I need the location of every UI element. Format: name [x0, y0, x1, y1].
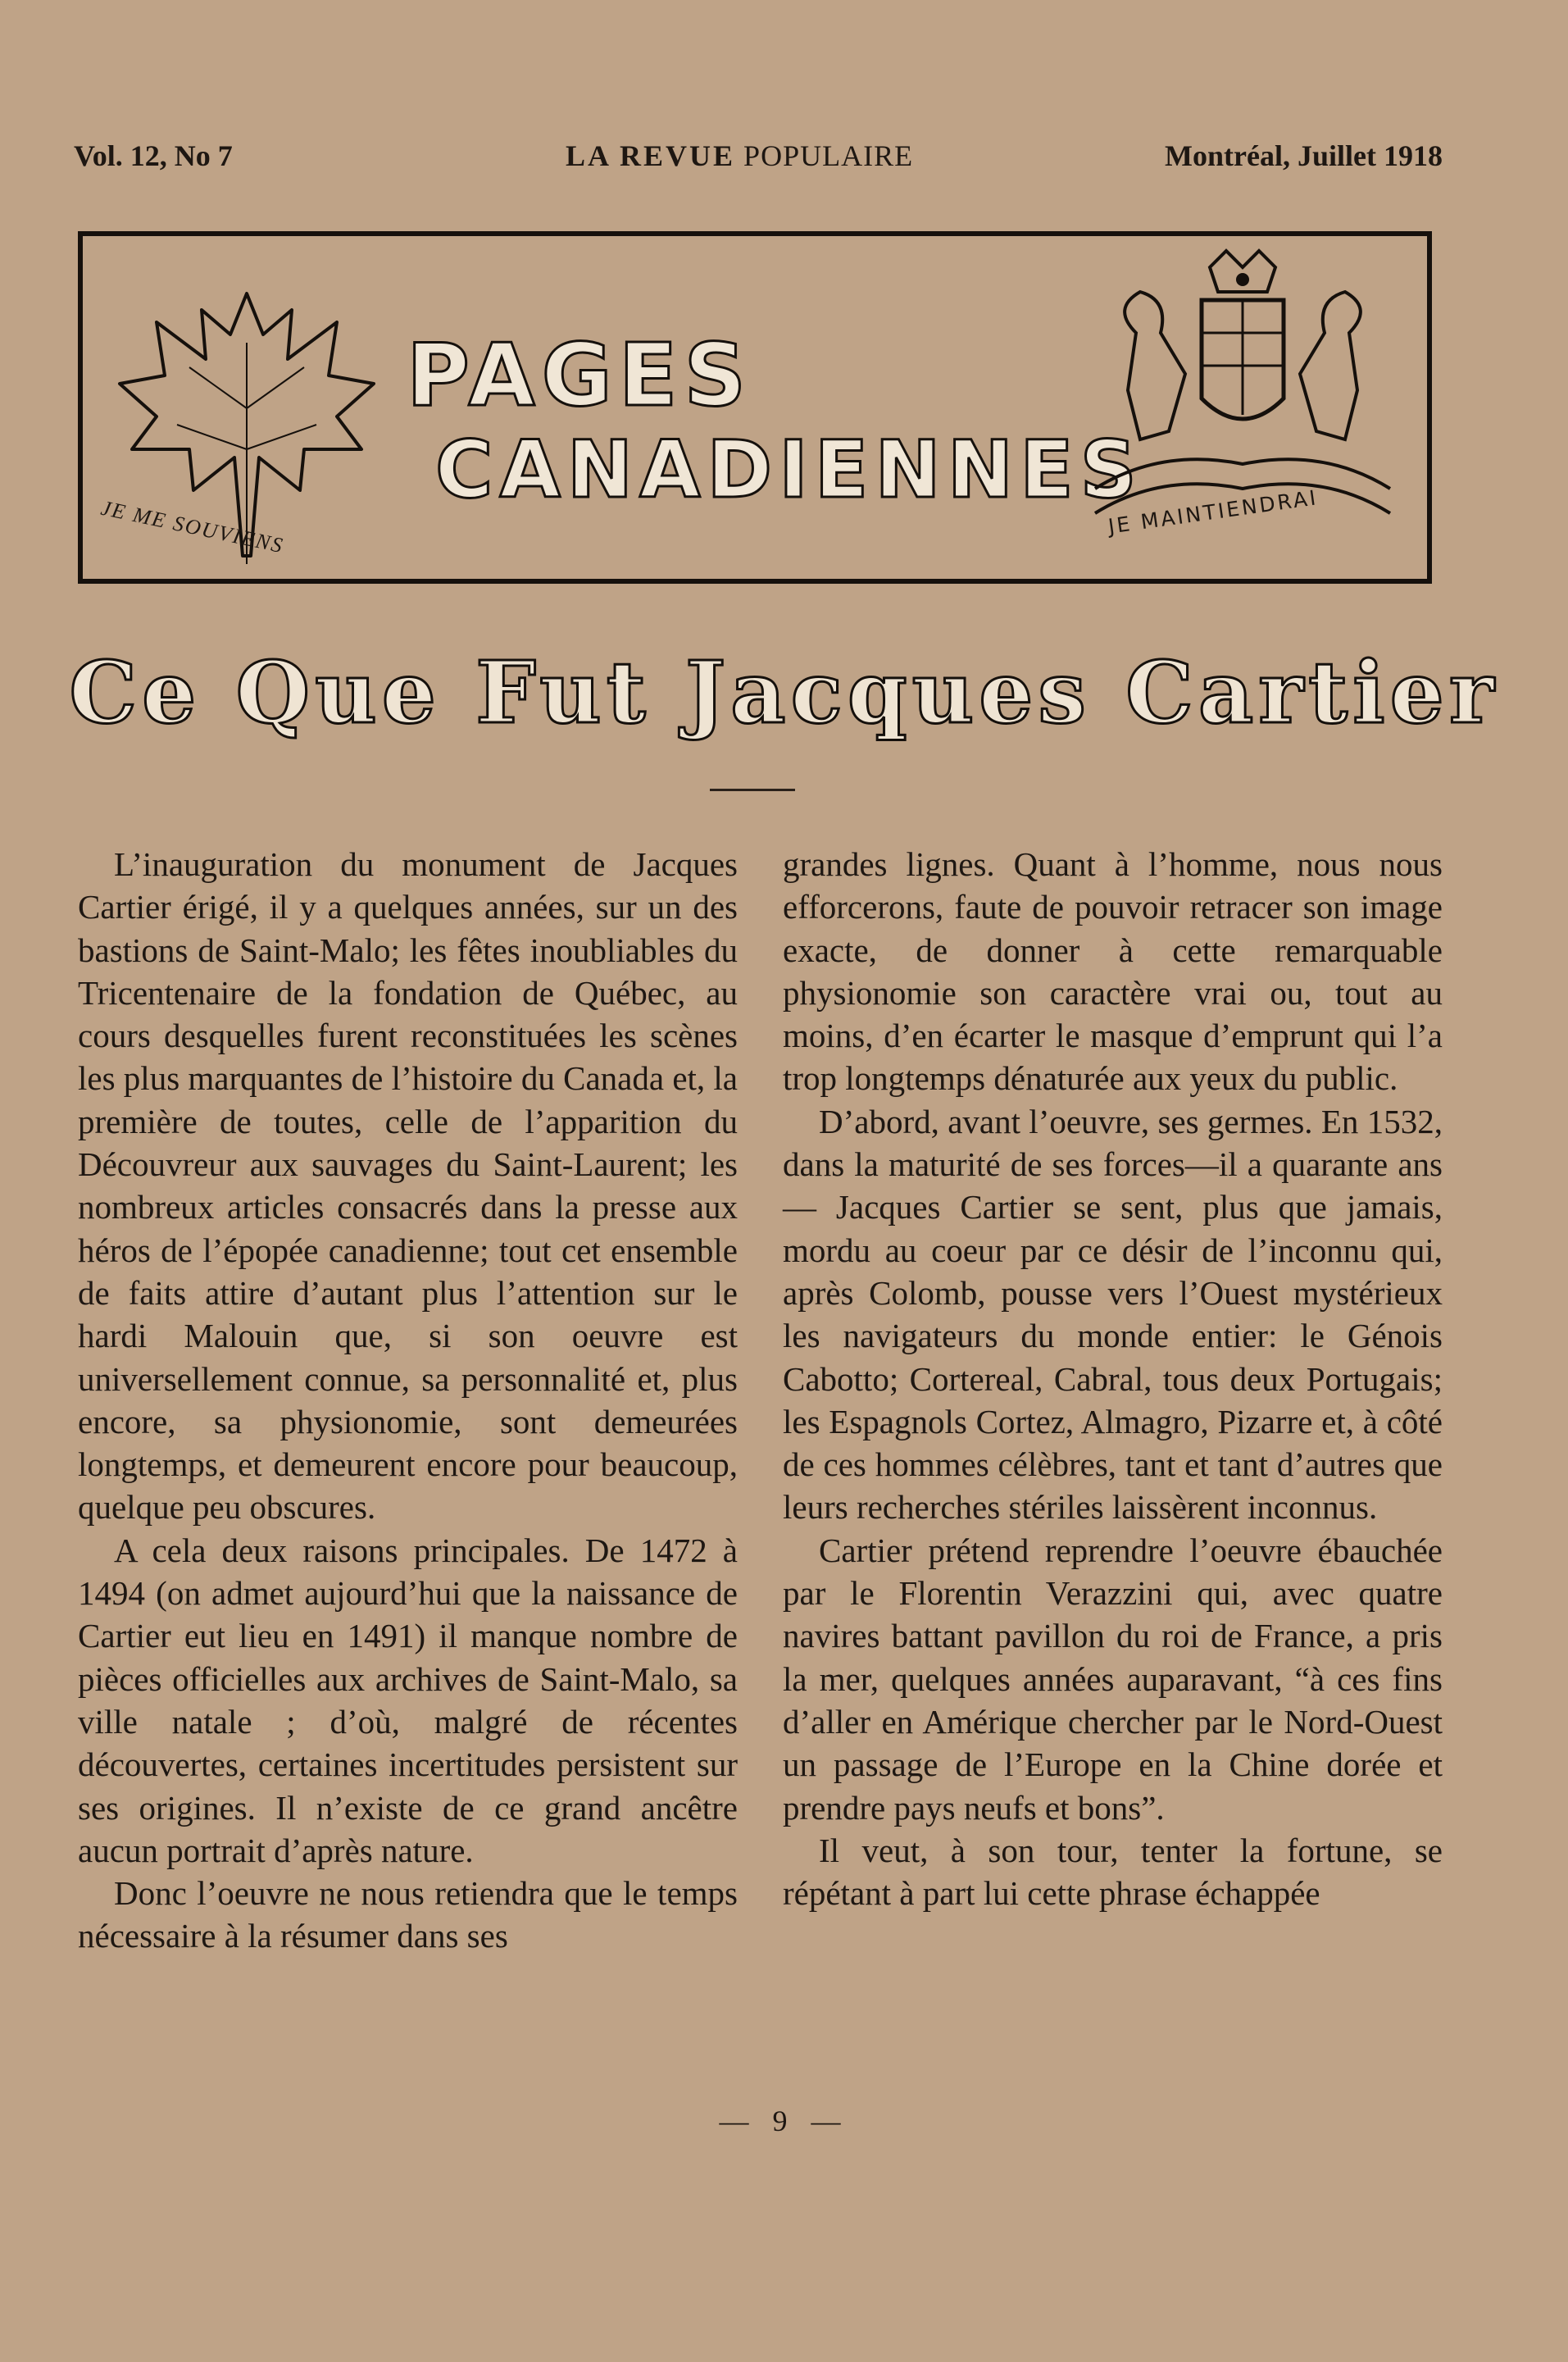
masthead — [566, 135, 913, 176]
title-rule — [710, 789, 795, 791]
paragraph: Il veut, à son tour, tenter la fortune, se répétant à part lui cette phrase échappée — [783, 1831, 1443, 1913]
volume-number: Vol. 12, No 7 — [74, 139, 233, 172]
paragraph: A cela deux raisons principales. De 1472 à 1494 (on admet aujourd’hui que la naissance de Cartier eut lieu en 1491) il manque nombre de pièces officielles aux archives de Saint-Malo, sa ville natale ; d’où, malgré de récentes découvertes, certaines incertitudes persistent sur ses origines. Il n’existe de ce grand ancêtre aucun portrait d’après nature. — [78, 1531, 738, 1869]
article-title: Ce Que Fut Jacques Cartier — [69, 642, 1499, 743]
masthead-bold: LA REVUE — [566, 139, 736, 172]
paragraph: D’abord, avant l’oeuvre, ses germes. En 1532, dans la maturité de ses forces—il a quarante ans — Jacques Cartier se sent, plus que jamais, mordu au coeur par ce désir de l’inconnu qui, après Colomb, pousse vers l’Ouest mystérieux les navigateurs du monde entier: le Génois Cabotto; Cortereal, Cabral, tous deux Portugais; les Espagnols Cortez, Almagro, Pizarre et, à côté de ces hommes célèbres, tant et tant d’autres que leurs recherches stériles laissèrent inconnus. — [783, 1102, 1443, 1527]
paragraph: L’inauguration du monument de Jacques Cartier érigé, il y a quelques années, sur un des bastions de Saint-Malo; les fêtes inoubliables du Tricentenaire de la fondation de Québec, au cours desquelles furent reconstituées les scènes les plus marquantes de l’histoire du Canada et, la première de toutes, celle de l’apparition du Découvreur aux sauvages du Saint-Laurent; les nombreux articles consacrés dans la presse aux héros de l’épopée canadienne; tout cet ensemble de faits attire d’autant plus l’attention sur le hardi Malouin que, si son oeuvre est universellement connue, sa personnalité et, plus encore, sa physionomie, sont demeurées longtemps, et demeurent encore pour beaucoup, quelque peu obscures. — [78, 845, 738, 1527]
left-column — [78, 843, 738, 1958]
paragraph: Cartier prétend reprendre l’oeuvre ébauchée par le Florentin Verazzini qui, avec quatre navires battant pavillon du roi de France, a pris la mer, quelques années auparavant, “à ces fins d’aller en Amérique chercher par le Nord-Ouest un passage de l’Europe en la Chine dorée et prendre pays neufs et bons”. — [783, 1531, 1443, 1827]
banner-title-canadiennes: CANADIENNES — [435, 424, 1143, 516]
right-column — [783, 843, 1443, 1914]
banner-title-pages: PAGES — [407, 325, 753, 426]
motto-je-me-souviens: JE ME SOUVIENS — [98, 495, 286, 558]
running-head — [74, 135, 1443, 176]
paragraph: Donc l’oeuvre ne nous retiendra que le temps nécessaire à la résumer dans ses — [78, 1874, 738, 1955]
motto-je-maintiendrai: JE MAINTIENDRAI — [1107, 485, 1320, 539]
page-number: — 9 — — [719, 2105, 849, 2137]
issue-date: Montréal, Juillet 1918 — [1165, 139, 1443, 172]
section-banner — [78, 231, 1432, 584]
paragraph: grandes lignes. Quant à l’homme, nous nous efforcerons, faute de pouvoir retracer son image exacte, de donner à cette remarquable physionomie son caractère vrai ou, tout au moins, d’en écarter le masque d’emprunt qui l’a trop longtemps dénaturée aux yeux du public. — [783, 845, 1443, 1098]
masthead-rest: POPULAIRE — [735, 139, 914, 172]
